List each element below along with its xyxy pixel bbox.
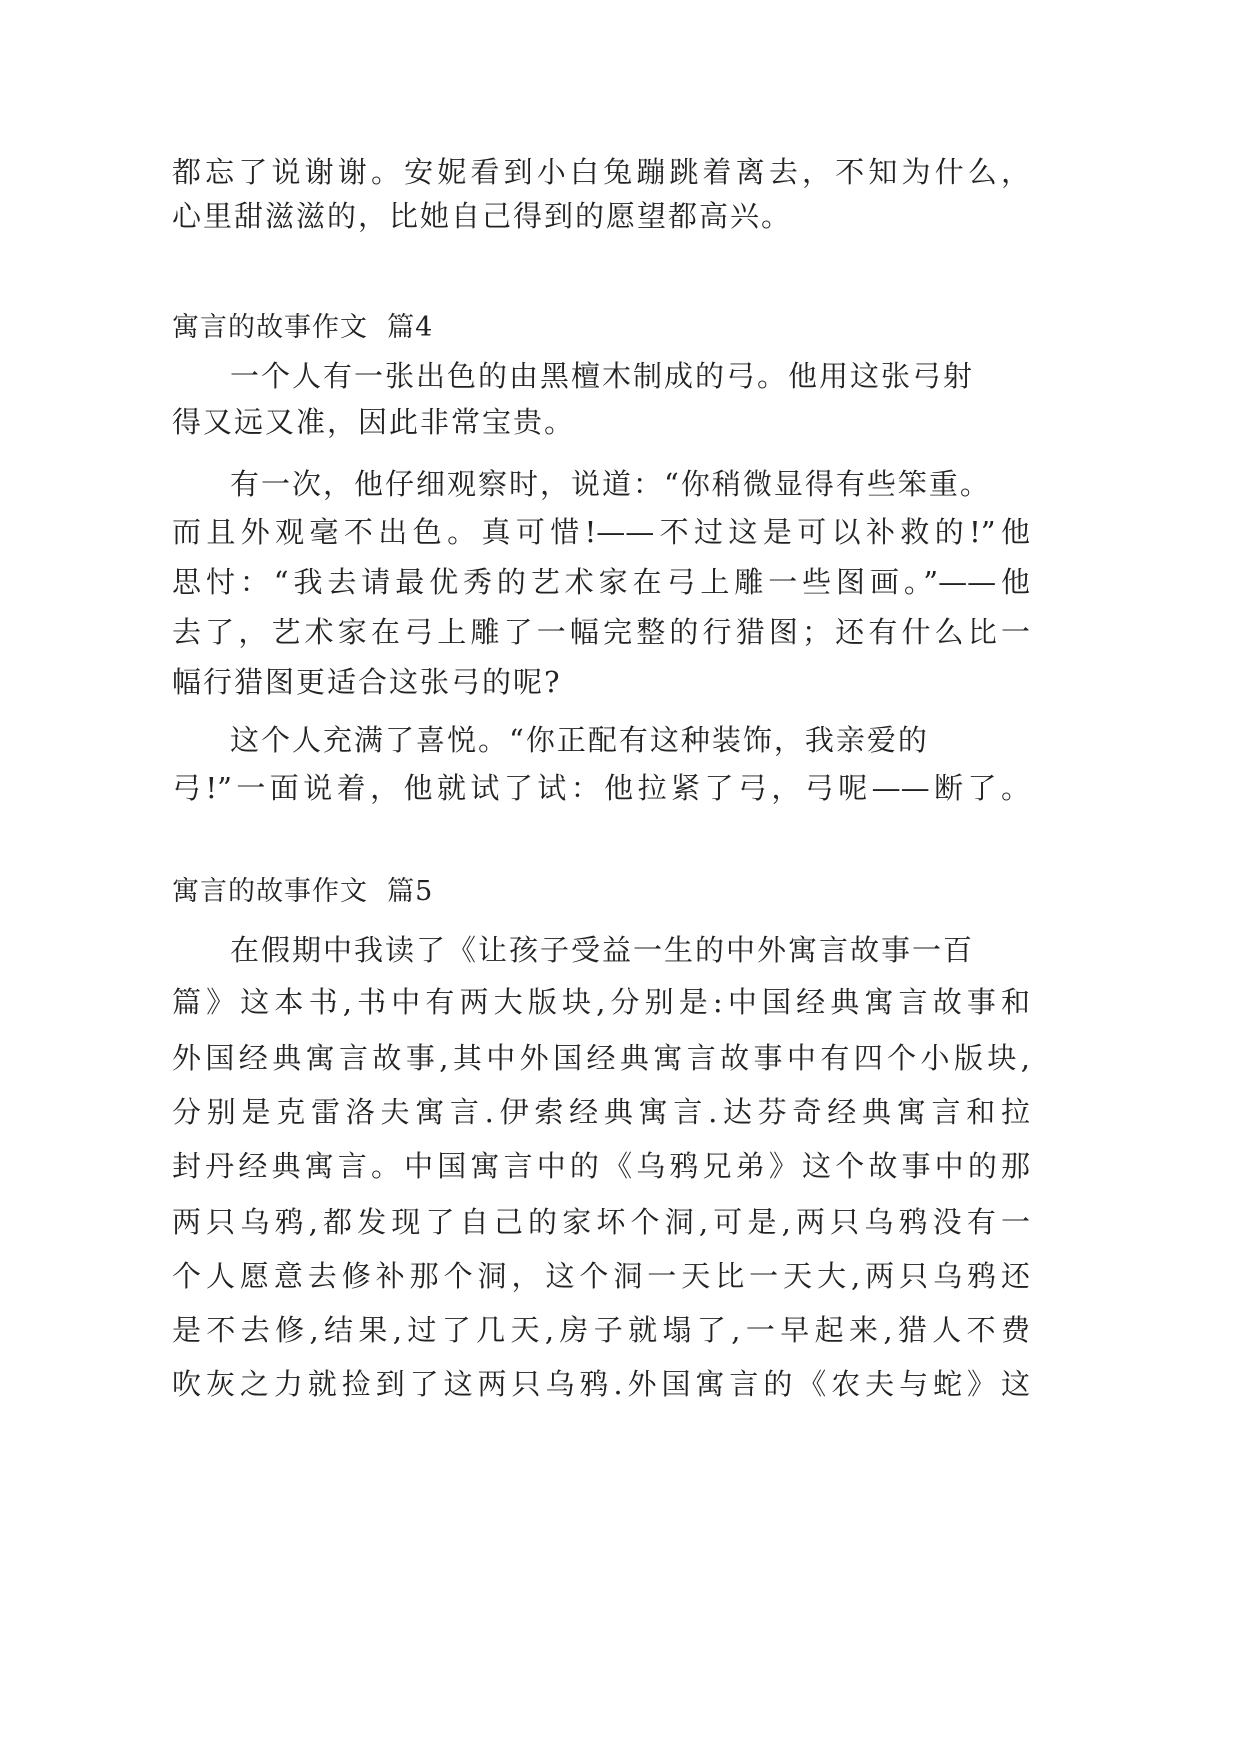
paragraph-line: 幅行猎图更适合这张弓的呢?	[172, 665, 562, 699]
paragraph-line: 都忘了说谢谢。安妮看到小白兔蹦跳着离去，不知为什么，	[172, 155, 1030, 189]
paragraph-line: 而且外观毫不出色。真可惜!——不过这是可以补救的!”他	[172, 515, 1030, 549]
paragraph-line: 外国经典寓言故事,其中外国经典寓言故事中有四个小版块,	[172, 1041, 1030, 1075]
paragraph-line: 个人愿意去修补那个洞，这个洞一天比一天大,两只乌鸦还	[172, 1259, 1030, 1293]
paragraph-line: 封丹经典寓言。中国寓言中的《乌鸦兄弟》这个故事中的那	[172, 1149, 1030, 1183]
paragraph-line: 去了，艺术家在弓上雕了一幅完整的行猎图；还有什么比一	[172, 615, 1030, 649]
paragraph-line: 分别是克雷洛夫寓言.伊索经典寓言.达芬奇经典寓言和拉	[172, 1095, 1030, 1129]
paragraph-line: 在假期中我读了《让孩子受益一生的中外寓言故事一百	[230, 933, 975, 967]
paragraph-line: 篇》这本书,书中有两大版块,分别是:中国经典寓言故事和	[172, 985, 1030, 1019]
paragraph-line: 这个人充满了喜悦。“你正配有这种装饰，我亲爱的	[230, 723, 929, 757]
paragraph-line: 心里甜滋滋的，比她自己得到的愿望都高兴。	[172, 199, 793, 233]
paragraph-line: 有一次，他仔细观察时，说道：“你稍微显得有些笨重。	[230, 467, 991, 501]
paragraph-line: 是不去修,结果,过了几天,房子就塌了,一早起来,猎人不费	[172, 1313, 1030, 1347]
paragraph-line: 弓!”一面说着，他就试了试：他拉紧了弓，弓呢——断了。	[172, 771, 1030, 805]
section-heading: 寓言的故事作文 篇4	[172, 312, 434, 343]
section-heading: 寓言的故事作文 篇5	[172, 876, 434, 907]
paragraph-line: 两只乌鸦,都发现了自己的家坏个洞,可是,两只乌鸦没有一	[172, 1205, 1030, 1239]
paragraph-line: 得又远又准，因此非常宝贵。	[172, 405, 576, 439]
paragraph-line: 吹灰之力就捡到了这两只乌鸦.外国寓言的《农夫与蛇》这	[172, 1367, 1030, 1401]
paragraph-line: 思忖：“我去请最优秀的艺术家在弓上雕一些图画。”——他	[172, 565, 1030, 599]
paragraph-line: 一个人有一张出色的由黑檀木制成的弓。他用这张弓射	[230, 359, 975, 393]
